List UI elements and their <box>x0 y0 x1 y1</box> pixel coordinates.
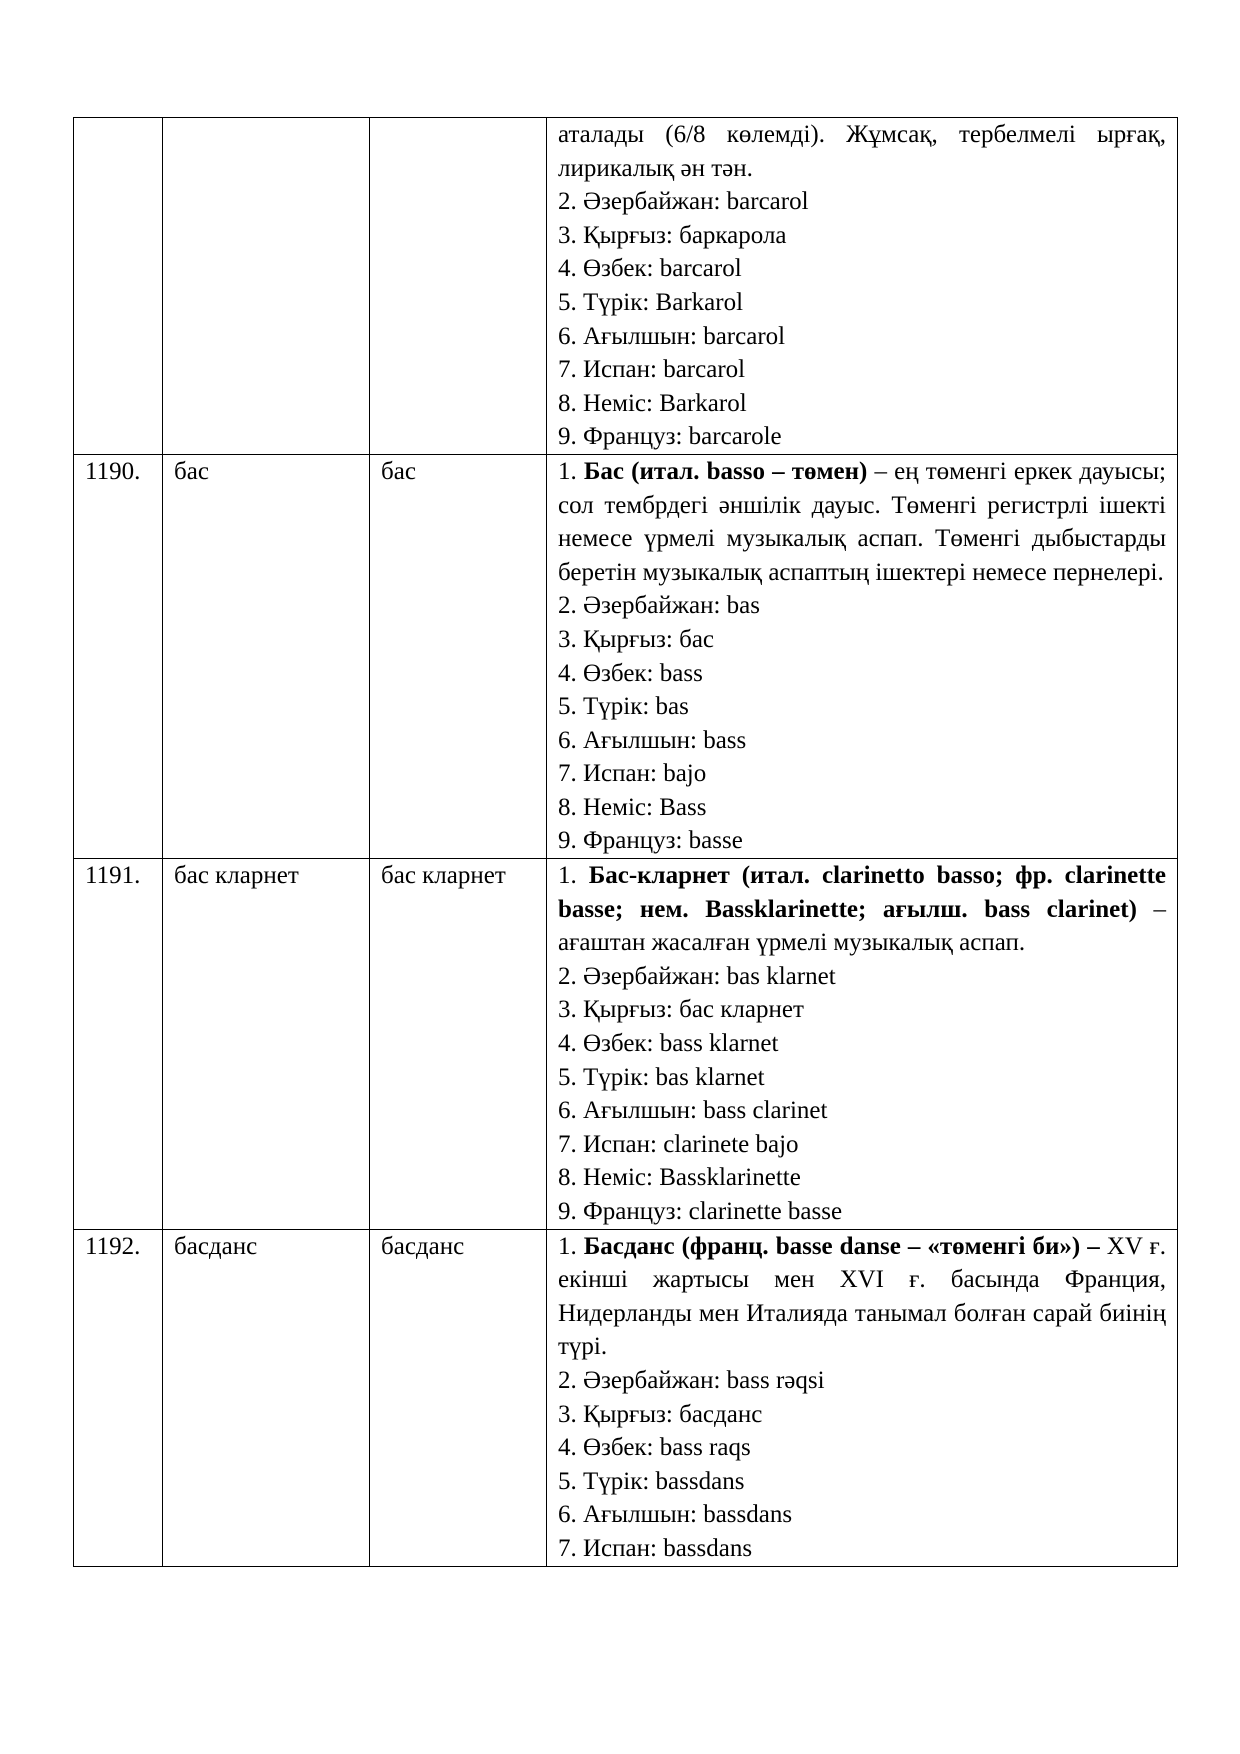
translation-german: 8. Неміс: Bassklarinette <box>558 1164 801 1192</box>
translation-spanish: 7. Испан: bajo <box>558 760 707 788</box>
entry-number <box>74 118 163 455</box>
table-row <box>74 454 1178 858</box>
translation-spanish: 7. Испан: bassdans <box>558 1534 753 1562</box>
translation-kyrgyz: 3. Қырғыз: баркарола <box>558 221 787 249</box>
translation-turkish: 5. Түрік: bas klarnet <box>558 1063 765 1091</box>
translation-uzbek: 4. Өзбек: barcarol <box>558 255 742 283</box>
table-row <box>74 118 1178 455</box>
definition-cell <box>547 1229 1178 1566</box>
kazakh-term: бас кларнет <box>163 859 370 1230</box>
translation-turkish: 5. Түрік: bas <box>558 693 689 721</box>
kazakh-term: бас <box>163 454 370 858</box>
translation-german: 8. Неміс: Bass <box>558 793 707 821</box>
russian-term: бас кларнет <box>370 859 547 1230</box>
definition-cell <box>547 118 1178 455</box>
translation-azerbaijani: 2. Әзербайжан: bass rəqsi <box>558 1366 825 1394</box>
translation-turkish: 5. Түрік: bassdans <box>558 1467 745 1495</box>
definition-text: 1. Бас-кларнет (итал. clarinetto basso; фр. clarinette basse; нем. Bassklarinette; ағылш. bass clarinet) – ағаштан жасалған үрмелі музыкалық аспап. <box>558 862 1167 957</box>
russian-term: бас <box>370 454 547 858</box>
translation-azerbaijani: 2. Әзербайжан: barcarol <box>558 188 809 216</box>
kazakh-term: басданс <box>163 1229 370 1566</box>
russian-term <box>370 118 547 455</box>
translation-english: 6. Ағылшын: bass <box>558 726 747 754</box>
entry-number: 1191. <box>74 859 163 1230</box>
translation-kyrgyz: 3. Қырғыз: бас кларнет <box>558 996 804 1024</box>
table-row <box>74 1229 1178 1566</box>
translation-azerbaijani: 2. Әзербайжан: bas klarnet <box>558 962 836 990</box>
definition-headword: Басданс (франц. basse danse – «төменгі би») – <box>583 1232 1100 1260</box>
russian-term: басданс <box>370 1229 547 1566</box>
entry-number: 1190. <box>74 454 163 858</box>
translation-kyrgyz: 3. Қырғыз: басданс <box>558 1400 763 1428</box>
definition-cell <box>547 859 1178 1230</box>
translation-french: 9. Француз: basse <box>558 827 743 855</box>
translation-uzbek: 4. Өзбек: bass <box>558 659 703 687</box>
translation-english: 6. Ағылшын: bass clarinet <box>558 1097 828 1125</box>
definition-text: аталады (6/8 көлемді). Жұмсақ, тербелмелі ырғақ, лирикалық ән тән. <box>558 121 1166 182</box>
definition-text: 1. Бас (итал. basso – төмен) – ең төменгі еркек дауысы; сол тембрдегі әншілік дауыс. Төменгі регистрлі ішекті немесе үрмелі музыкалық аспап. Төменгі дыбыстарды беретін музыкалық аспаптың ішектері немесе пернелері. <box>558 457 1166 586</box>
translation-french: 9. Француз: barcarole <box>558 423 782 451</box>
translation-azerbaijani: 2. Әзербайжан: bas <box>558 592 760 620</box>
kazakh-term <box>163 118 370 455</box>
translation-english: 6. Ағылшын: bassdans <box>558 1501 793 1529</box>
translation-french: 9. Француз: clarinette basse <box>558 1198 843 1225</box>
dictionary-table <box>73 117 1178 1567</box>
definition-headword: Бас (итал. basso – төмен) <box>583 457 868 485</box>
definition-headword: Бас-кларнет (итал. clarinetto basso; фр. clarinette basse; нем. Bassklarinette; ағылш. bass clarinet) <box>558 862 1167 923</box>
translation-spanish: 7. Испан: barcarol <box>558 356 746 384</box>
definition-text: 1. Басданс (франц. basse danse – «төменгі би») – XV ғ. екінші жартысы мен XVI ғ. басында Франция, Нидерланды мен Италияда танымал болған сарай биінің түрі. <box>558 1232 1166 1361</box>
translation-uzbek: 4. Өзбек: bass raqs <box>558 1434 751 1462</box>
table-row <box>74 859 1178 1230</box>
translation-turkish: 5. Түрік: Barkarol <box>558 288 744 316</box>
translation-kyrgyz: 3. Қырғыз: бас <box>558 625 715 653</box>
definition-cell <box>547 454 1178 858</box>
entry-number: 1192. <box>74 1229 163 1566</box>
translation-spanish: 7. Испан: clarinete bajo <box>558 1130 799 1158</box>
translation-german: 8. Неміс: Barkarol <box>558 389 747 417</box>
translation-english: 6. Ағылшын: barcarol <box>558 322 786 350</box>
translation-uzbek: 4. Өзбек: bass klarnet <box>558 1030 779 1058</box>
